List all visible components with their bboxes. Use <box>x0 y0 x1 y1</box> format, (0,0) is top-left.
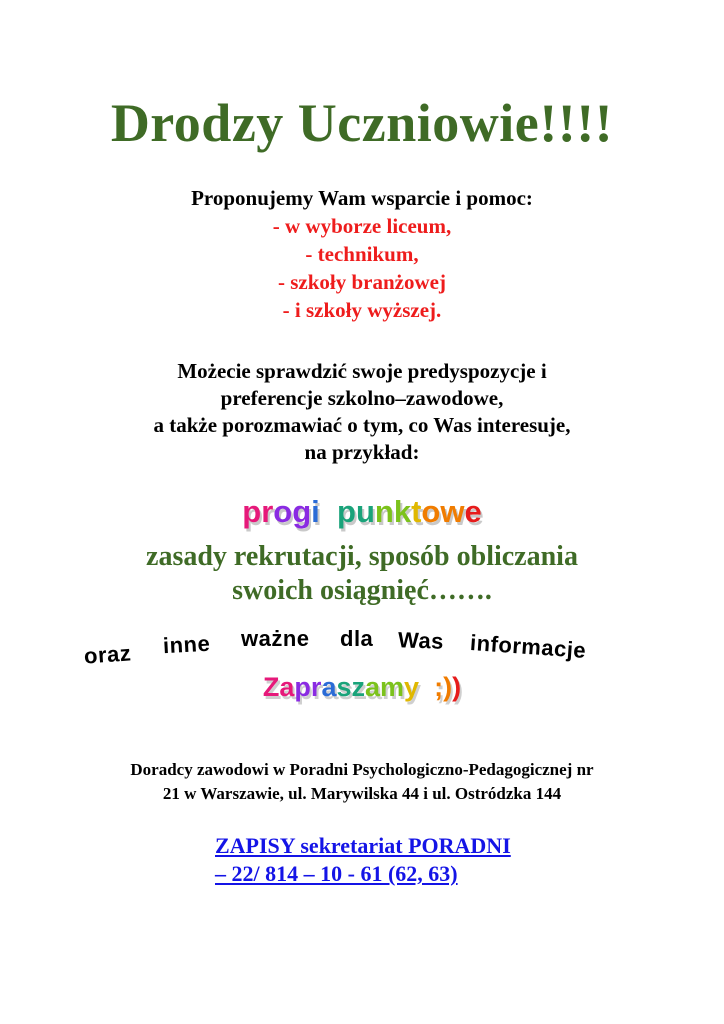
paragraph-line: Możecie sprawdzić swoje predyspozycje i <box>177 359 547 383</box>
wordart-oraz-inne <box>0 622 724 672</box>
intro-item: - w wyborze liceum, <box>272 214 452 238</box>
intro-item: - technikum, <box>305 242 419 266</box>
intro-lead: Proponujemy Wam wsparcie i pomoc: <box>191 186 533 210</box>
paragraph-line: a także porozmawiać o tym, co Was interesuje, <box>153 413 571 437</box>
wordart-word: Was <box>397 627 445 654</box>
footer-advisors <box>0 758 724 806</box>
intro-item: - i szkoły wyższej. <box>282 298 442 322</box>
intro-section <box>0 184 724 324</box>
page-title: Drodzy Uczniowie!!!! <box>110 93 614 153</box>
wordart-word: oraz <box>83 640 133 669</box>
footer-line: 21 w Warszawie, ul. Marywilska 44 i ul. Ostródzka 144 <box>162 784 562 803</box>
wordart-zapraszamy: Zapraszamy ;)) <box>262 672 462 702</box>
description-paragraph <box>0 358 724 466</box>
wordart-word: dla <box>340 626 374 651</box>
rules-line: zasady rekrutacji, sposób obliczania <box>146 541 578 572</box>
rules-text <box>0 540 724 608</box>
paragraph-line: na przykład: <box>304 440 420 464</box>
wordart-word: inne <box>162 630 211 659</box>
registration-link[interactable] <box>215 832 511 888</box>
intro-item: - szkoły branżowej <box>278 270 446 294</box>
wordart-progi-punktowe: progi punktowe <box>242 494 482 529</box>
registration-phone[interactable]: – 22/ 814 – 10 - 61 (62, 63) <box>215 861 458 886</box>
registration-line[interactable]: ZAPISY sekretariat PORADNI <box>215 833 511 858</box>
wordart-word: informacje <box>469 629 588 664</box>
footer-line: Doradcy zawodowi w Poradni Psychologiczno-Pedagogicznej nr <box>130 760 594 779</box>
rules-line: swoich osiągnięć……. <box>232 575 492 606</box>
wordart-word: ważne <box>241 626 310 651</box>
paragraph-line: preferencje szkolno–zawodowe, <box>220 386 504 410</box>
